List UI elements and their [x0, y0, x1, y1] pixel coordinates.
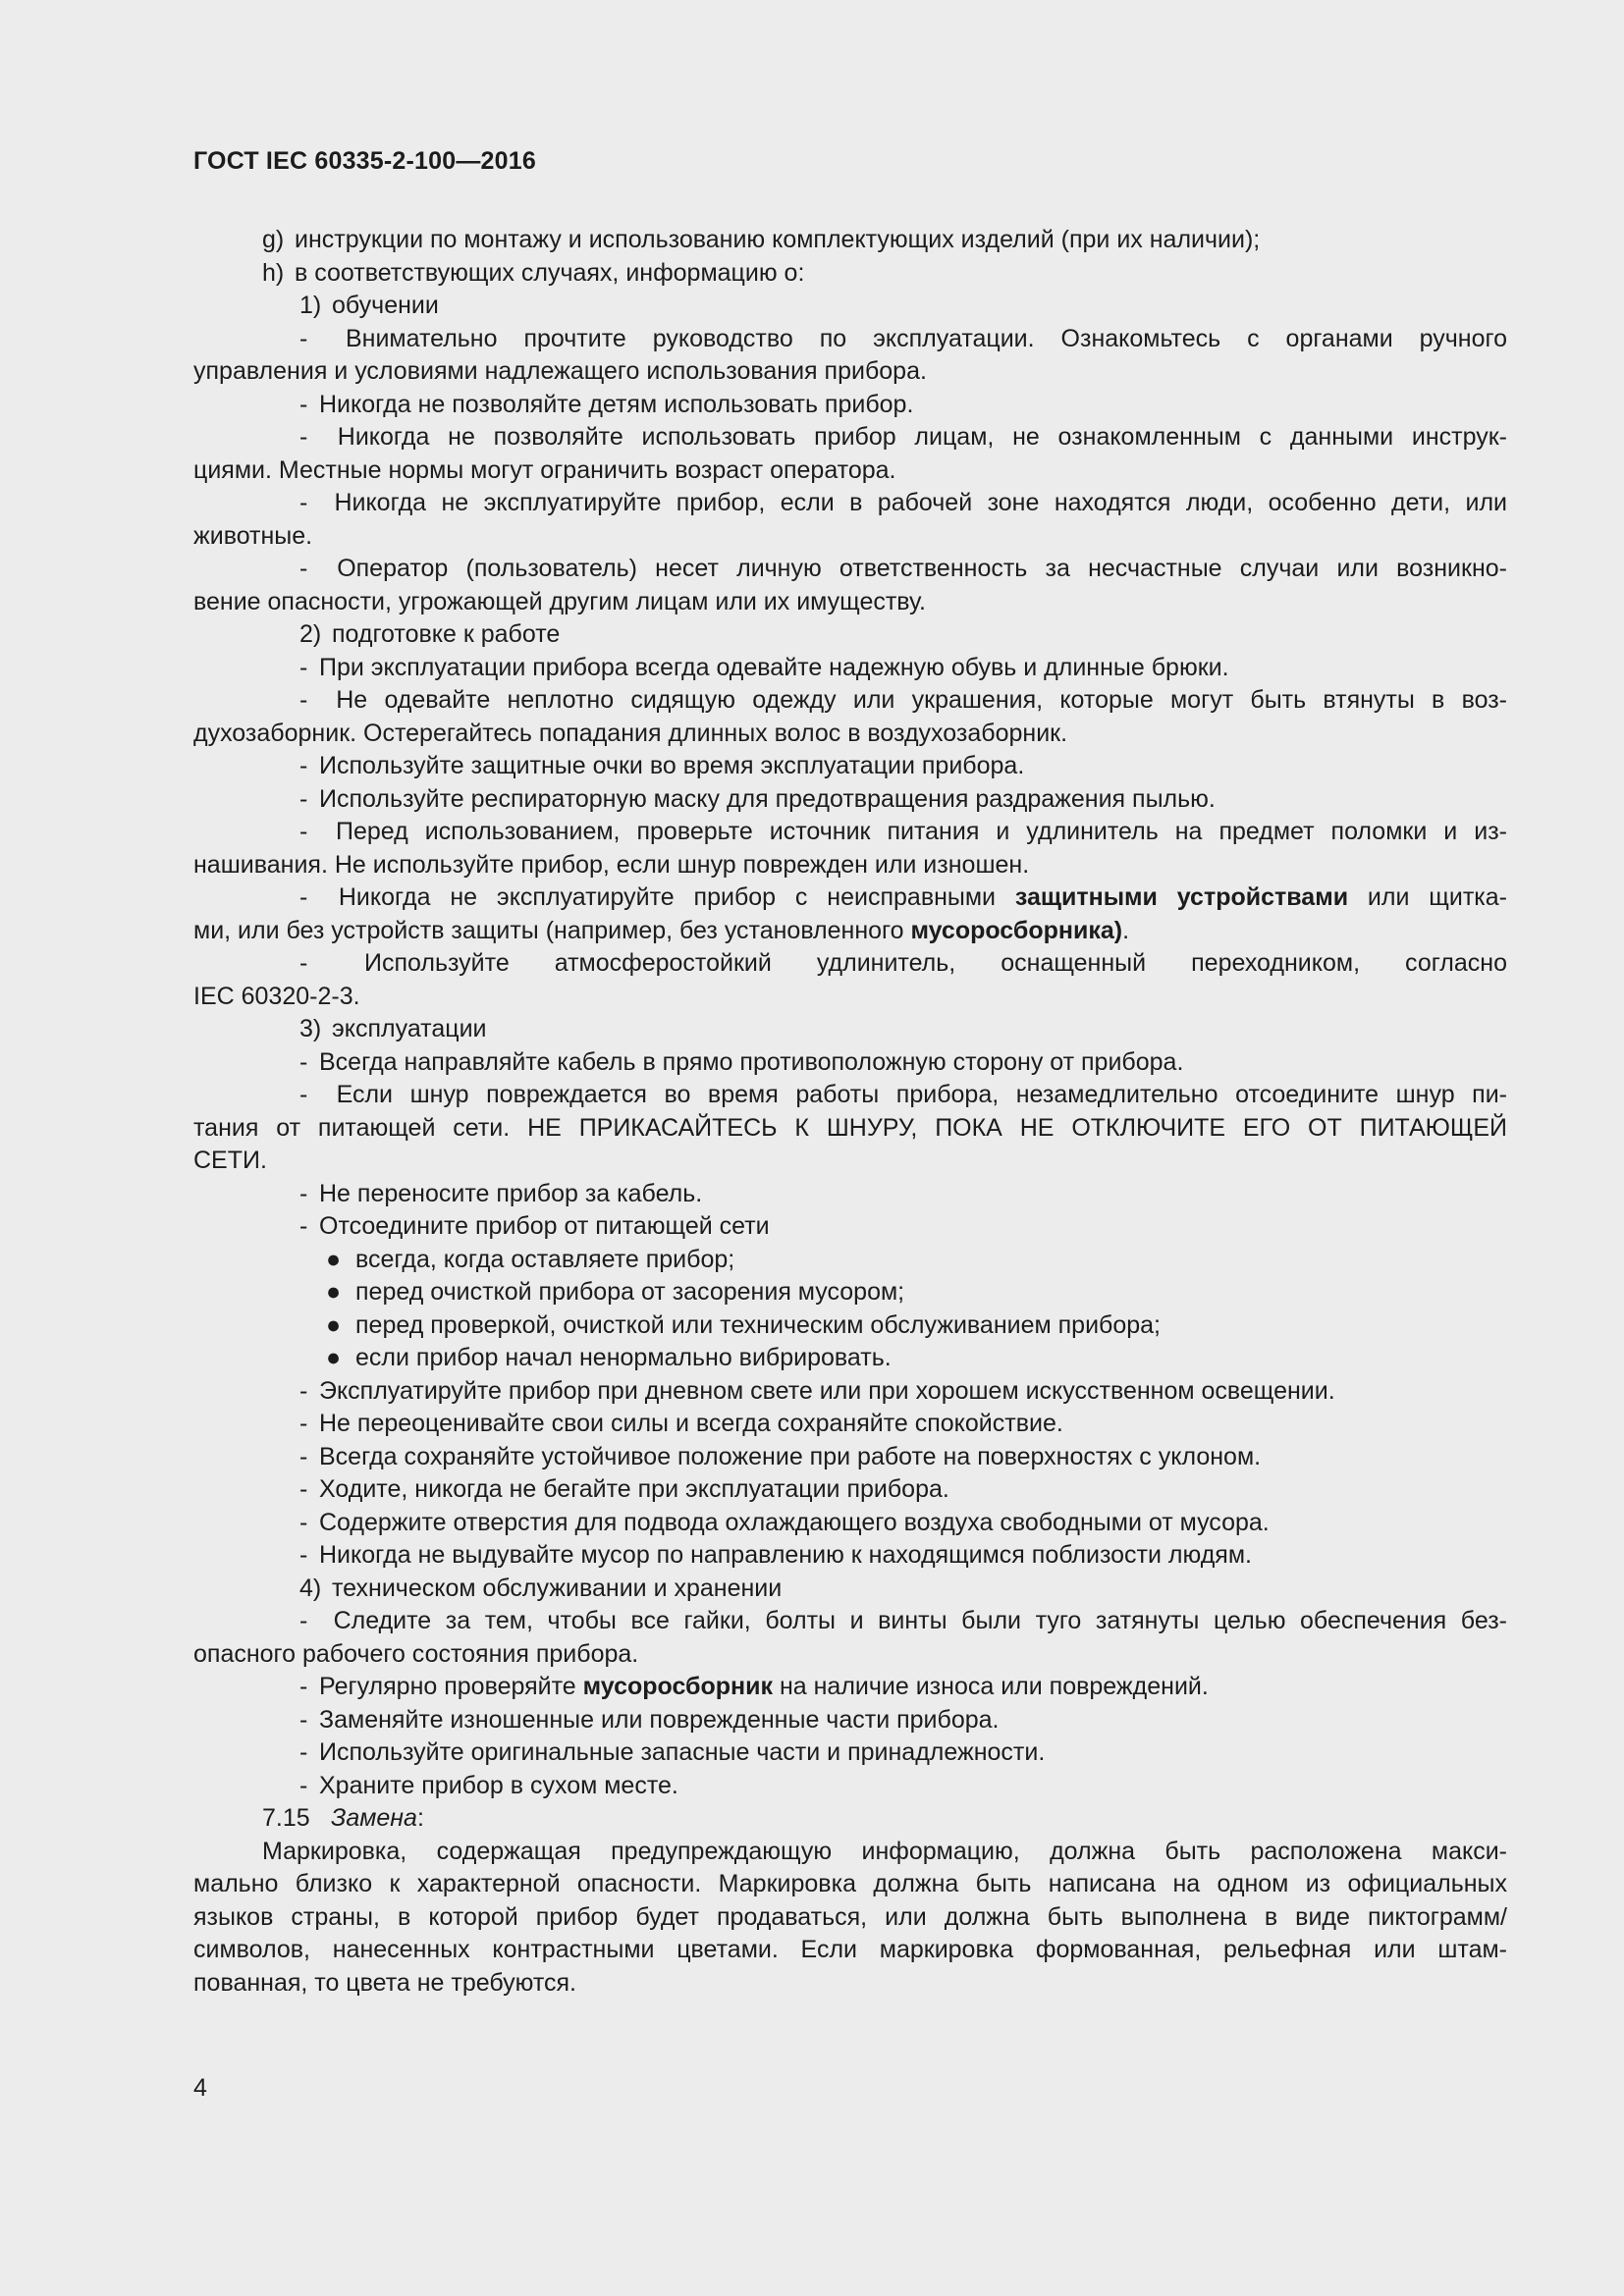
- line-text: Регулярно проверяйте: [319, 1673, 583, 1700]
- bold-term: мусоросборника): [910, 916, 1123, 944]
- bold-term: защитными устройствами: [1014, 883, 1349, 911]
- line-text: нашивания. Не используйте прибор, если шнур поврежден или изношен.: [193, 850, 1030, 879]
- line-text: животные.: [193, 521, 313, 550]
- text-line: [193, 1770, 1507, 1803]
- dash-marker: -: [299, 1376, 308, 1405]
- dash-marker: -: [299, 883, 308, 911]
- text-line: [193, 1441, 1507, 1474]
- bullet-icon: ●: [326, 1245, 342, 1273]
- line-text: Оператор (пользователь) несет личную ответственность за несчастные случаи или возникно-: [337, 555, 1507, 582]
- text-line: [193, 1079, 1507, 1112]
- line-text: духозаборник. Остерегайтесь попадания длинных волос в воздухозаборник.: [193, 719, 1068, 747]
- dash-marker: -: [299, 1705, 308, 1734]
- text-line: [193, 652, 1507, 685]
- text-line: [193, 1013, 1507, 1046]
- text-line: [193, 487, 1507, 520]
- text-line: [193, 1704, 1507, 1737]
- dash-marker: -: [299, 1541, 308, 1569]
- line-text: Маркировка, содержащая предупреждающую информацию, должна быть расположена макси-: [262, 1837, 1507, 1865]
- text-line: [193, 1375, 1507, 1409]
- list-marker: 3): [299, 1015, 322, 1042]
- italic-term: Замена: [331, 1804, 417, 1832]
- line-text: :: [416, 1804, 424, 1832]
- line-text: перед очисткой прибора от засорения мусором;: [355, 1278, 905, 1306]
- list-marker: 4): [299, 1574, 322, 1602]
- dash-marker: -: [299, 818, 308, 845]
- dash-marker: -: [299, 1047, 308, 1076]
- text-line: [193, 1507, 1507, 1540]
- line-text: мально близко к характерной опасности. Маркировка должна быть написана на одном из официальных: [193, 1870, 1507, 1897]
- line-text: Отсоедините прибор от питающей сети: [319, 1212, 770, 1240]
- line-text: Заменяйте изношенные или поврежденные части прибора.: [319, 1705, 1000, 1734]
- line-text: Храните прибор в сухом месте.: [319, 1771, 678, 1799]
- line-text: техническом обслуживании и хранении: [332, 1574, 783, 1602]
- line-text: перед проверкой, очисткой или техническим обслуживанием прибора;: [355, 1310, 1162, 1339]
- text-line: [193, 816, 1507, 849]
- line-text: в соответствующих случаях, информацию о:: [295, 258, 805, 287]
- line-text: опасного рабочего состояния прибора.: [193, 1639, 639, 1668]
- text-line: [193, 1967, 1507, 2001]
- list-marker: 1): [299, 292, 322, 319]
- dash-marker: -: [299, 1673, 308, 1700]
- dash-marker: -: [299, 686, 308, 714]
- dash-marker: -: [299, 784, 308, 813]
- text-line: [193, 1671, 1507, 1704]
- line-text: IEC 60320-2-3.: [193, 982, 360, 1010]
- text-line: [193, 915, 1507, 948]
- text-line: [193, 1473, 1507, 1507]
- text-line: [193, 783, 1507, 817]
- line-text: Никогда не выдувайте мусор по направлению к находящимся поблизости людям.: [319, 1541, 1252, 1569]
- line-text: Всегда направляйте кабель в прямо противоположную сторону от прибора.: [319, 1047, 1184, 1076]
- dash-marker: -: [299, 752, 308, 779]
- line-text: или щитка-: [1348, 883, 1507, 911]
- dash-marker: -: [299, 1771, 308, 1799]
- text-line: [193, 389, 1507, 422]
- text-line: [193, 520, 1507, 554]
- text-line: [193, 1605, 1507, 1638]
- line-text: Никогда не позволяйте детям использовать прибор.: [319, 390, 914, 418]
- line-text: Не одевайте неплотно сидящую одежду или украшения, которые могут быть втянуты в воз-: [336, 686, 1507, 714]
- text-line: [193, 1276, 1507, 1309]
- line-text: всегда, когда оставляете прибор;: [355, 1245, 735, 1273]
- text-line: [193, 1309, 1507, 1343]
- text-line: [193, 224, 1507, 257]
- text-line: [193, 1836, 1507, 1869]
- dash-marker: -: [299, 390, 308, 418]
- list-marker: h): [262, 258, 285, 287]
- line-text: Перед использованием, проверьте источник питания и удлинитель на предмет поломки и из-: [336, 818, 1507, 845]
- line-text: циями. Местные нормы могут ограничить возраст оператора.: [193, 455, 896, 484]
- list-marker: g): [262, 226, 285, 253]
- dash-marker: -: [299, 1212, 308, 1240]
- line-text: языков страны, в которой прибор будет продаваться, или должна быть выполнена в виде пиктограмм/: [193, 1902, 1507, 1931]
- text-line: [193, 1901, 1507, 1935]
- text-line: [193, 290, 1507, 323]
- line-text: СЕТИ.: [193, 1147, 267, 1174]
- text-line: [193, 1736, 1507, 1770]
- bold-term: мусоросборник: [582, 1673, 774, 1700]
- line-text: символов, нанесенных контрастными цветами. Если маркировка формованная, рельефная или штам-: [193, 1936, 1507, 1963]
- line-text: вение опасности, угрожающей другим лицам или их имуществу.: [193, 587, 926, 615]
- line-text: Используйте оригинальные запасные части и принадлежности.: [319, 1738, 1046, 1766]
- line-text: Никогда не позволяйте использовать прибор лицам, не ознакомленным с данными инструк-: [337, 423, 1508, 451]
- text-line: [193, 947, 1507, 981]
- line-text: Не переоценивайте свои силы и всегда сохраняйте спокойствие.: [319, 1410, 1063, 1437]
- dash-marker: -: [299, 324, 308, 352]
- text-line: [193, 323, 1507, 356]
- list-marker: 2): [299, 620, 322, 648]
- line-text: эксплуатации: [332, 1015, 487, 1042]
- bullet-icon: ●: [326, 1310, 342, 1339]
- line-text: .: [1122, 916, 1130, 944]
- text-line: [193, 1145, 1507, 1178]
- dash-marker: -: [299, 1508, 308, 1536]
- bullet-icon: ●: [326, 1278, 342, 1306]
- line-text: Никогда не эксплуатируйте прибор с неисправными: [338, 883, 1015, 911]
- text-line: [193, 421, 1507, 454]
- dash-marker: -: [299, 1738, 308, 1766]
- text-line: [193, 1539, 1507, 1573]
- line-text: Если шнур повреждается во время работы прибора, незамедлительно отсоедините шнур пи-: [336, 1081, 1507, 1108]
- text-line: [193, 1046, 1507, 1080]
- text-line: [193, 1868, 1507, 1901]
- line-text: Ходите, никогда не бегайте при эксплуатации прибора.: [319, 1475, 949, 1503]
- text-line: [193, 981, 1507, 1014]
- text-line: [193, 618, 1507, 652]
- line-text: Всегда сохраняйте устойчивое положение при работе на поверхностях с уклоном.: [319, 1442, 1262, 1470]
- text-line: [193, 1408, 1507, 1441]
- document-body: [193, 224, 1507, 2000]
- line-text: При эксплуатации прибора всегда одевайте надежную обувь и длинные брюки.: [319, 653, 1229, 681]
- line-text: инструкции по монтажу и использованию комплектующих изделий (при их наличии);: [295, 226, 1261, 253]
- dash-marker: -: [299, 423, 308, 451]
- dash-marker: -: [299, 555, 308, 582]
- text-line: [193, 1342, 1507, 1375]
- dash-marker: -: [299, 1442, 308, 1470]
- text-line: [193, 1802, 1507, 1836]
- text-line: [193, 1210, 1507, 1244]
- text-line: [193, 586, 1507, 619]
- text-line: [193, 257, 1507, 291]
- text-line: [193, 553, 1507, 586]
- text-line: [193, 1112, 1507, 1146]
- text-line: [193, 718, 1507, 751]
- dash-marker: -: [299, 1475, 308, 1503]
- line-text: управления и условиями надлежащего использования прибора.: [193, 357, 927, 385]
- line-text: Следите за тем, чтобы все гайки, болты и винты были туго затянуты целью обеспечения без-: [333, 1607, 1507, 1634]
- text-line: [193, 881, 1507, 915]
- bullet-icon: ●: [326, 1344, 342, 1371]
- dash-marker: -: [299, 949, 308, 977]
- line-text: Эксплуатируйте прибор при дневном свете или при хорошем искусственном освещении.: [319, 1376, 1335, 1405]
- line-text: Не переносите прибор за кабель.: [319, 1179, 703, 1207]
- line-text: ми, или без устройств защиты (например, без установленного: [193, 916, 911, 944]
- text-line: [193, 1244, 1507, 1277]
- dash-marker: -: [299, 489, 308, 516]
- dash-marker: -: [299, 653, 308, 681]
- line-text: Внимательно прочтите руководство по эксплуатации. Ознакомьтесь с органами ручного: [345, 324, 1507, 352]
- line-text: Используйте атмосферостойкий удлинитель, оснащенный переходником, согласно: [364, 949, 1507, 977]
- dash-marker: -: [299, 1607, 308, 1634]
- line-text: Используйте защитные очки во время эксплуатации прибора.: [319, 752, 1025, 779]
- page-number: 4: [193, 2074, 207, 2102]
- text-line: [193, 1638, 1507, 1672]
- line-text: Содержите отверстия для подвода охлаждающего воздуха свободными от мусора.: [319, 1508, 1270, 1536]
- text-line: [193, 684, 1507, 718]
- line-text: подготовке к работе: [332, 620, 561, 648]
- dash-marker: -: [299, 1179, 308, 1207]
- text-line: [193, 454, 1507, 488]
- text-line: [193, 355, 1507, 389]
- line-text: пованная, то цвета не требуются.: [193, 1968, 576, 1997]
- text-line: [193, 1934, 1507, 1967]
- line-text: если прибор начал ненормально вибрировать.: [355, 1344, 892, 1371]
- section-number: 7.15: [262, 1804, 310, 1832]
- line-text: обучении: [332, 292, 439, 319]
- text-line: [193, 1178, 1507, 1211]
- line-text: Никогда не эксплуатируйте прибор, если в рабочей зоне находятся люди, особенно дети, или: [334, 489, 1508, 516]
- document-header: ГОСТ IEC 60335-2-100—2016: [193, 147, 536, 175]
- line-text: тания от питающей сети. НЕ ПРИКАСАЙТЕСЬ К ШНУРУ, ПОКА НЕ ОТКЛЮЧИТЕ ЕГО ОТ ПИТАЮЩЕЙ: [193, 1113, 1507, 1142]
- text-line: [193, 1573, 1507, 1606]
- text-line: [193, 750, 1507, 783]
- text-line: [193, 849, 1507, 882]
- dash-marker: -: [299, 1410, 308, 1437]
- line-text: на наличие износа или повреждений.: [773, 1673, 1209, 1700]
- line-text: Используйте респираторную маску для предотвращения раздражения пылью.: [319, 784, 1216, 813]
- dash-marker: -: [299, 1081, 308, 1108]
